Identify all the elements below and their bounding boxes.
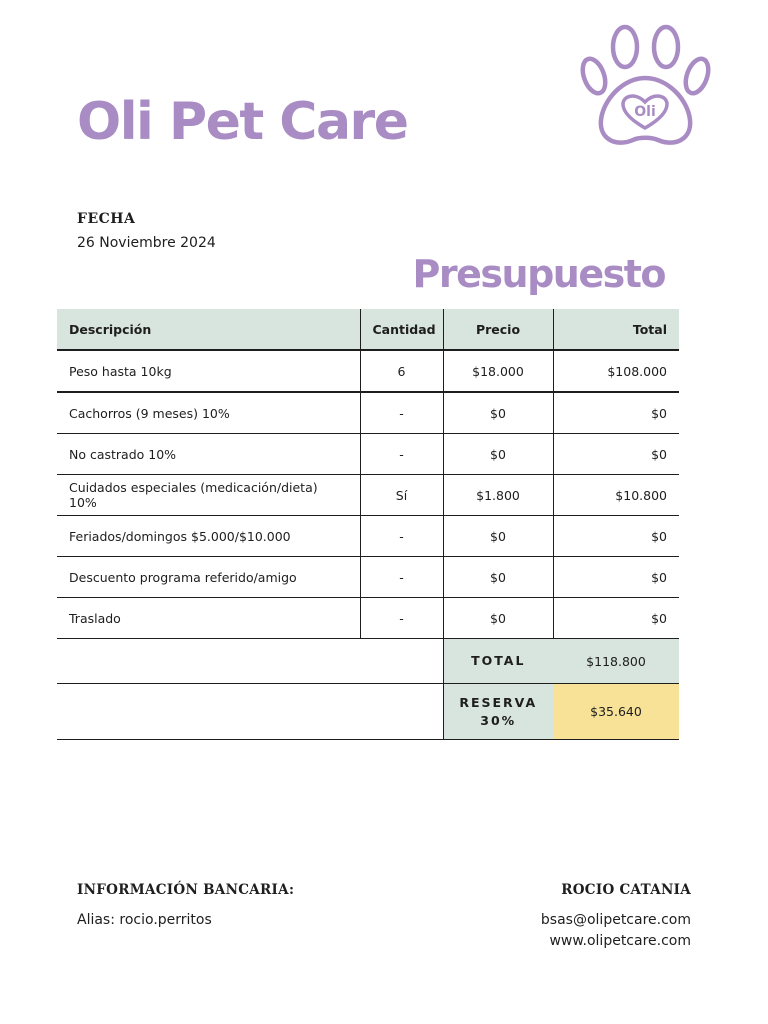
row-quantity: - [360,598,443,639]
header-total: Total [553,309,679,350]
table-row [57,434,679,475]
row-description: Peso hasta 10kg [57,350,360,392]
deposit-label-line2: 30% [480,712,517,728]
date-value: 26 Noviembre 2024 [77,235,216,251]
row-total: $0 [553,598,679,639]
row-price: $0 [443,598,553,639]
table-row [57,475,679,516]
table-row [57,557,679,598]
contact-email-link[interactable]: bsas@olipetcare.com [540,912,691,928]
table-header-row [57,309,679,350]
row-quantity: - [360,434,443,475]
total-row [57,639,679,684]
row-quantity: Sí [360,475,443,516]
row-description: Cuidados especiales (medicación/dieta) 10% [57,475,360,516]
row-price: $0 [443,516,553,557]
row-total: $10.800 [553,475,679,516]
logo-text: Oli [634,104,656,120]
row-quantity: 6 [360,350,443,392]
table-row [57,392,679,434]
row-quantity: - [360,392,443,434]
row-total: $108.000 [553,350,679,392]
row-description: Descuento programa referido/amigo [57,557,360,598]
row-description: Feriados/domingos $5.000/$10.000 [57,516,360,557]
total-row-spacer [57,639,443,684]
deposit-label-line1: RESERVA [459,694,538,710]
brand-title: Oli Pet Care [77,92,408,152]
row-description: Cachorros (9 meses) 10% [57,392,360,434]
row-price: $0 [443,392,553,434]
row-total: $0 [553,434,679,475]
deposit-label [443,684,553,740]
bank-info-label: INFORMACIÓN BANCARIA: [77,882,295,898]
document-title: Presupuesto [412,252,665,296]
deposit-row [57,684,679,740]
table-row [57,598,679,639]
date-label: FECHA [77,211,136,227]
row-price: $1.800 [443,475,553,516]
contact-name: ROCIO CATANIA [561,882,691,898]
row-total: $0 [553,516,679,557]
total-value: $118.800 [553,639,679,684]
header-quantity: Cantidad [360,309,443,350]
bank-alias: Alias: rocio.perritos [77,912,212,928]
table-row [57,516,679,557]
row-price: $0 [443,434,553,475]
row-price: $18.000 [443,350,553,392]
header-description: Descripción [57,309,360,350]
deposit-value: $35.640 [553,684,679,740]
row-description: No castrado 10% [57,434,360,475]
row-quantity: - [360,557,443,598]
contact-website-link[interactable]: www.olipetcare.com [549,933,691,949]
row-price: $0 [443,557,553,598]
paw-logo-icon [573,20,718,152]
table-row [57,350,679,392]
row-description: Traslado [57,598,360,639]
quote-table [57,309,679,740]
deposit-row-spacer [57,684,443,740]
row-quantity: - [360,516,443,557]
total-label: TOTAL [443,639,553,684]
row-total: $0 [553,557,679,598]
row-total: $0 [553,392,679,434]
header-price: Precio [443,309,553,350]
